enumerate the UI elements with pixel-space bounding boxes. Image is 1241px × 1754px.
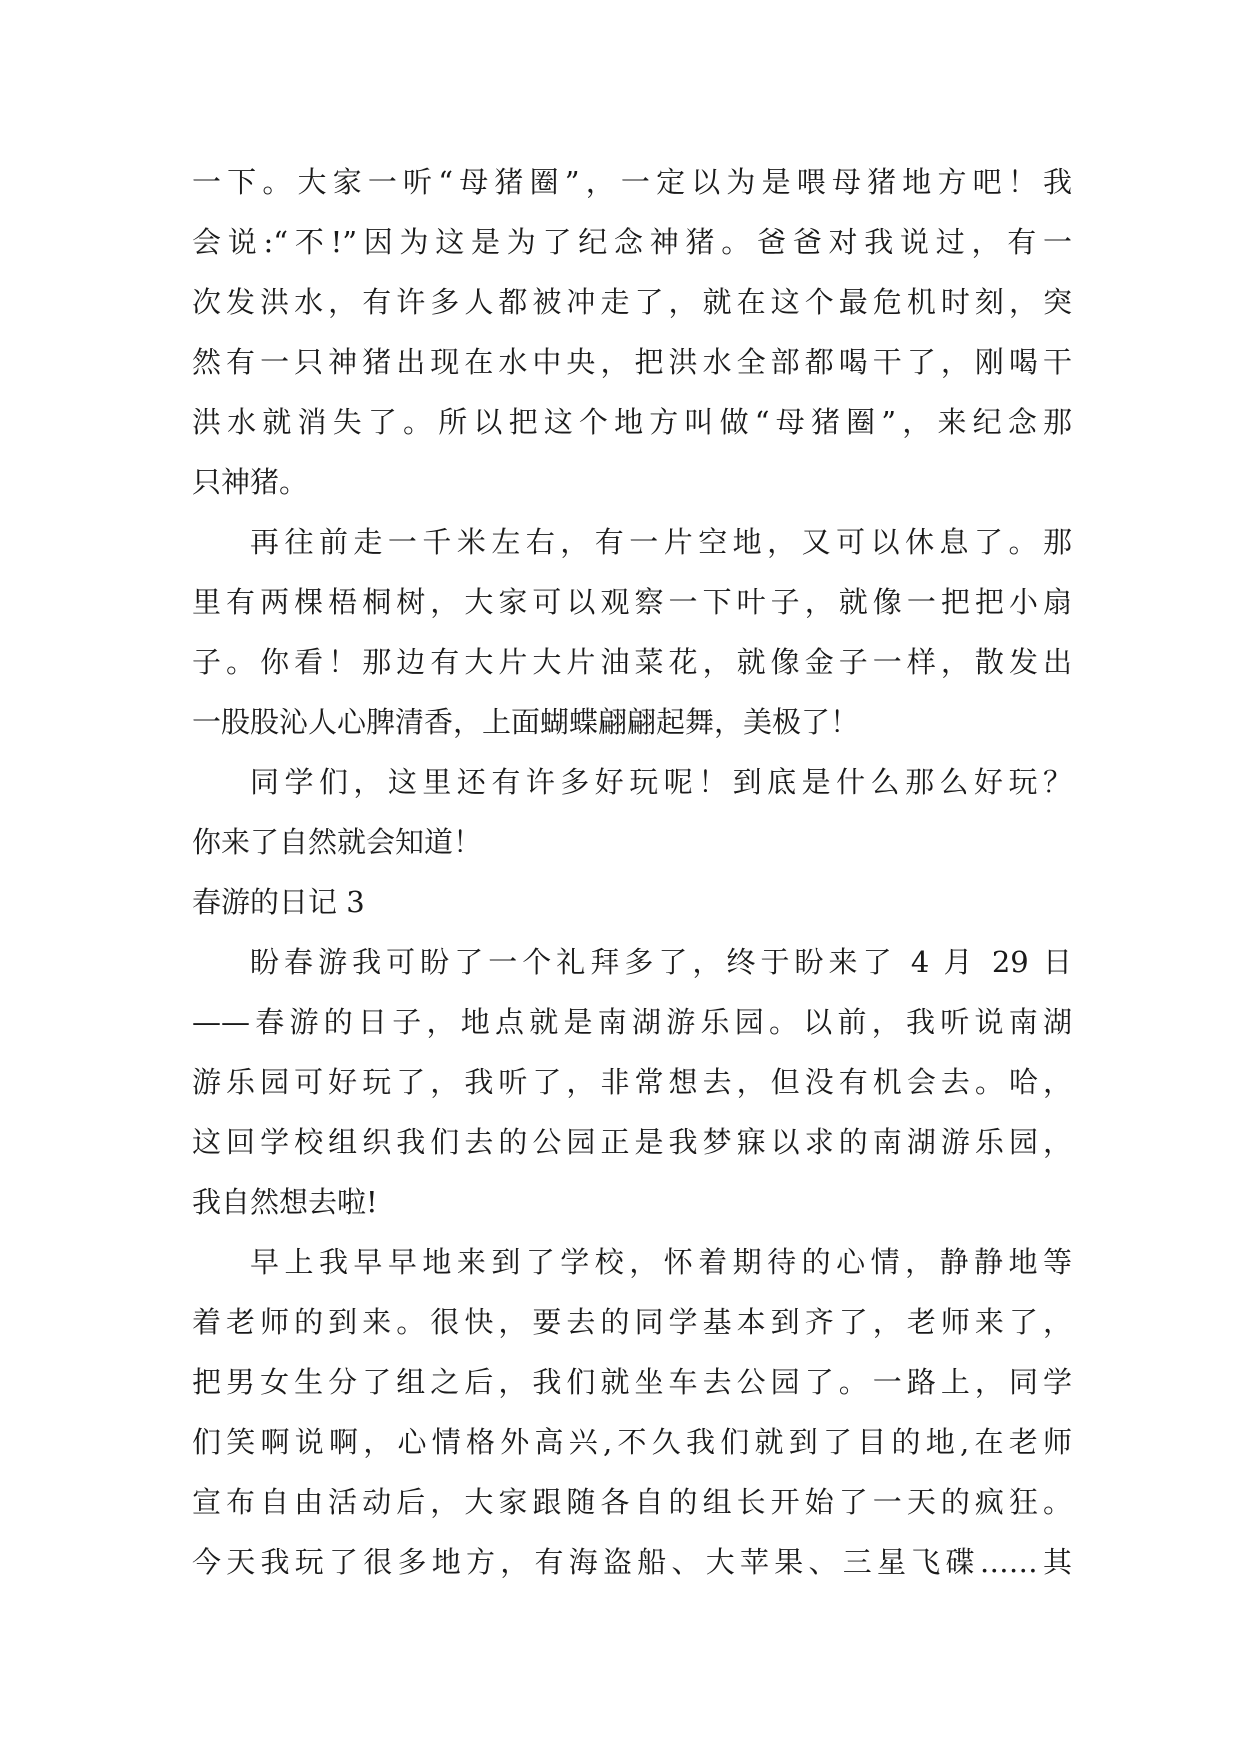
- text-line: ——春游的日子，地点就是南湖游乐园。以前，我听说南湖: [192, 1005, 1072, 1039]
- text-line: 只神猪。: [192, 465, 309, 499]
- text-line: 一股股沁人心脾清香，上面蝴蝶翩翩起舞，美极了！: [192, 705, 860, 739]
- text-line: 着老师的到来。很快，要去的同学基本到齐了，老师来了，: [192, 1305, 1072, 1339]
- text-line: 宣布自由活动后，大家跟随各自的组长开始了一天的疯狂。: [192, 1485, 1072, 1519]
- text-line: 游乐园可好玩了，我听了，非常想去，但没有机会去。哈，: [192, 1065, 1072, 1099]
- text-line: 这回学校组织我们去的公园正是我梦寐以求的南湖游乐园，: [192, 1125, 1072, 1159]
- section-heading: 春游的日记 3: [192, 885, 365, 919]
- document-body: [192, 152, 1072, 1592]
- text-line: 再往前走一千米左右，有一片空地，又可以休息了。那: [250, 525, 1072, 559]
- text-line: 把男女生分了组之后，我们就坐车去公园了。一路上，同学: [192, 1365, 1072, 1399]
- text-line: 会说:“不!”因为这是为了纪念神猪。爸爸对我说过，有一: [192, 225, 1072, 259]
- text-line: 一下。大家一听“母猪圈”，一定以为是喂母猪地方吧！我: [192, 165, 1072, 199]
- text-line: 然有一只神猪出现在水中央，把洪水全部都喝干了，刚喝干: [192, 345, 1072, 379]
- text-line: 子。你看！那边有大片大片油菜花，就像金子一样，散发出: [192, 645, 1072, 679]
- text-line: 同学们，这里还有许多好玩呢！到底是什么那么好玩？: [250, 765, 1072, 799]
- text-line: 我自然想去啦!: [192, 1185, 378, 1219]
- text-line: 里有两棵梧桐树，大家可以观察一下叶子，就像一把把小扇: [192, 585, 1072, 619]
- text-line: 早上我早早地来到了学校，怀着期待的心情，静静地等: [250, 1245, 1072, 1279]
- text-line: 洪水就消失了。所以把这个地方叫做“母猪圈”，来纪念那: [192, 405, 1072, 439]
- text-line: 们笑啊说啊，心情格外高兴,不久我们就到了目的地,在老师: [192, 1425, 1072, 1459]
- text-line: 盼春游我可盼了一个礼拜多了，终于盼来了 4 月 29 日: [250, 945, 1072, 979]
- text-line: 今天我玩了很多地方，有海盗船、大苹果、三星飞碟……其: [192, 1545, 1072, 1579]
- text-line: 你来了自然就会知道！: [192, 825, 483, 859]
- text-line: 次发洪水，有许多人都被冲走了，就在这个最危机时刻，突: [192, 285, 1072, 319]
